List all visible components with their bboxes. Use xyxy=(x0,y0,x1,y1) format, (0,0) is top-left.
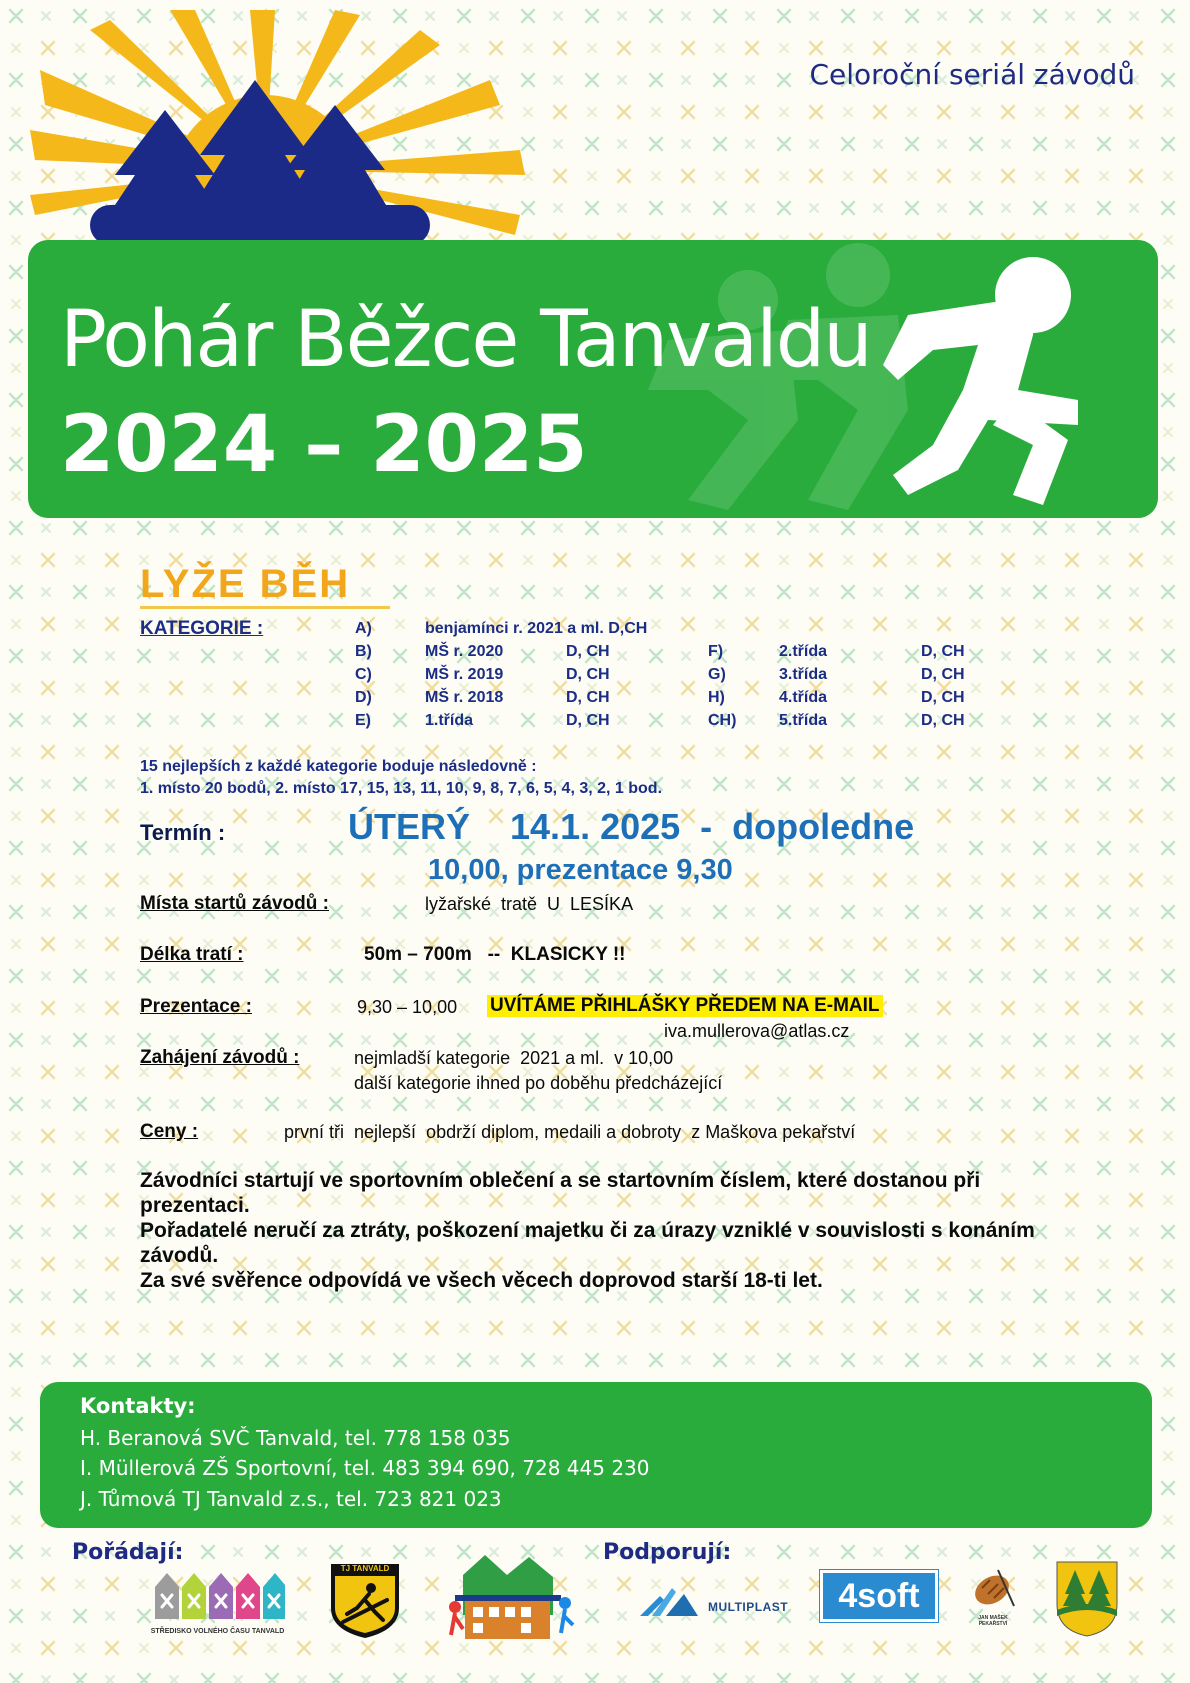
notes xyxy=(140,1168,1040,1293)
contact-line-1: H. Beranová SVČ Tanvald, tel. 778 158 035 xyxy=(80,1426,511,1450)
category-name-b: MŠ r. 2020 xyxy=(425,643,504,660)
category-gender-h: D, CH xyxy=(921,689,965,706)
multiplast-text: MULTIPLAST xyxy=(708,1600,789,1614)
category-gender-d: D, CH xyxy=(566,689,610,706)
houses-icon xyxy=(150,1565,285,1623)
termin-label: Termín : xyxy=(140,820,226,845)
place-label: Místa startů závodů : xyxy=(140,893,329,914)
presentation-label: Prezentace : xyxy=(140,996,252,1017)
start-label: Zahájení závodů : xyxy=(140,1047,300,1068)
sport-heading: LYŽE BĚH xyxy=(140,562,351,606)
presentation-time: 9,30 – 10,00 xyxy=(357,997,458,1017)
event-title: Pohár Běžce Tanvaldu xyxy=(60,295,871,385)
category-code-a: A) xyxy=(355,620,372,637)
category-code-d: D) xyxy=(355,689,372,706)
prizes-label: Ceny : xyxy=(140,1121,199,1142)
supporters-label: Podporují: xyxy=(603,1540,732,1565)
svc-tanvald-logo xyxy=(150,1565,285,1640)
serial-tagline: Celoroční seriál závodů xyxy=(809,58,1135,91)
note-1: Závodníci startují ve sportovním oblečení a se startovním číslem, které dostanou při prezentaci. xyxy=(140,1169,981,1217)
time-value: 10,00, prezentace 9,30 xyxy=(428,854,733,886)
masek-caption: JAN MAŠEK PEKAŘSTVÍ xyxy=(978,1615,1008,1627)
category-name-d: MŠ r. 2018 xyxy=(425,689,504,706)
category-code-e: E) xyxy=(355,712,371,729)
bread-icon xyxy=(968,1566,1018,1610)
termin-value: ÚTERÝ 14.1. 2025 - dopoledne xyxy=(348,806,915,847)
category-gender-f: D, CH xyxy=(921,643,965,660)
scoring-line-1: 15 nejlepších z každé kategorie boduje následovně : xyxy=(140,758,537,775)
tj-caption: TJ TANVALD xyxy=(340,1564,390,1573)
multiplast-logo xyxy=(640,1580,800,1620)
category-name-e: 1.třída xyxy=(425,712,474,729)
place-value: lyžařské tratě U LESÍKA xyxy=(425,894,634,914)
category-code-h: H) xyxy=(708,689,725,706)
category-name-h: 4.třída xyxy=(779,689,828,706)
contact-line-3: J. Tůmová TJ Tanvald z.s., tel. 723 821 023 xyxy=(80,1487,502,1511)
zs-sportovni-logo xyxy=(445,1555,575,1643)
category-name-f: 2.třída xyxy=(779,643,828,660)
scoring-line-2: 1. místo 20 bodů, 2. místo 17, 15, 13, 11, 10, 9, 8, 7, 6, 5, 4, 3, 2, 1 bod. xyxy=(140,780,663,797)
category-name-c: MŠ r. 2019 xyxy=(425,666,504,683)
presentation-note: UVÍTÁME PŘIHLÁŠKY PŘEDEM NA E-MAIL xyxy=(487,995,883,1017)
length-label: Délka tratí : xyxy=(140,944,244,965)
tanvald-coat-of-arms xyxy=(1055,1560,1119,1638)
note-2: Pořadatelé neručí za ztráty, poškození majetku či za úrazy vzniklé v souvislosti s konáním závodů. xyxy=(140,1219,1035,1267)
svc-caption: STŘEDISKO VOLNÉHO ČASU TANVALD xyxy=(150,1628,285,1635)
start-line-1: nejmladší kategorie 2021 a ml. v 10,00 xyxy=(354,1048,674,1068)
contact-email: iva.mullerova@atlas.cz xyxy=(664,1021,850,1041)
category-name-g: 3.třída xyxy=(779,666,828,683)
category-code-b: B) xyxy=(355,643,372,660)
category-code-g: G) xyxy=(708,666,726,683)
category-gender-ch: D, CH xyxy=(921,712,965,729)
sport-underline xyxy=(140,606,390,609)
prizes-value: první tři nejlepší obdrží diplom, medaili a dobroty z Maškova pekařství xyxy=(284,1122,856,1142)
foursoft-logo xyxy=(820,1570,938,1622)
masek-bakery-logo xyxy=(968,1566,1018,1626)
category-code-c: C) xyxy=(355,666,372,683)
start-line-2: další kategorie ihned po doběhu předcházející xyxy=(354,1073,723,1093)
category-gender-g: D, CH xyxy=(921,666,965,683)
categories-label: KATEGORIE : xyxy=(140,618,264,639)
sun-trees-logo xyxy=(20,10,580,255)
category-code-f: F) xyxy=(708,643,724,660)
tj-tanvald-logo xyxy=(325,1560,405,1640)
multiplast-icon xyxy=(640,1580,702,1618)
organizers-label: Pořádají: xyxy=(72,1540,184,1565)
category-name-ch: 5.třída xyxy=(779,712,828,729)
note-3: Za své svěřence odpovídá ve všech věcech doprovod starší 18-ti let. xyxy=(140,1269,823,1292)
category-code-ch: CH) xyxy=(708,712,737,729)
category-gender-c: D, CH xyxy=(566,666,610,683)
category-gender-e: D, CH xyxy=(566,712,610,729)
category-name-a: benjamínci r. 2021 a ml. D,CH xyxy=(425,620,648,637)
contact-line-2: I. Müllerová ZŠ Sportovní, tel. 483 394 690, 728 445 230 xyxy=(80,1456,650,1480)
category-gender-b: D, CH xyxy=(566,643,610,660)
event-years: 2024 – 2025 xyxy=(60,400,588,490)
contacts-title: Kontakty: xyxy=(80,1394,196,1418)
foursoft-text: 4soft xyxy=(838,1577,920,1615)
length-value: 50m – 700m -- KLASICKY !! xyxy=(364,944,626,965)
